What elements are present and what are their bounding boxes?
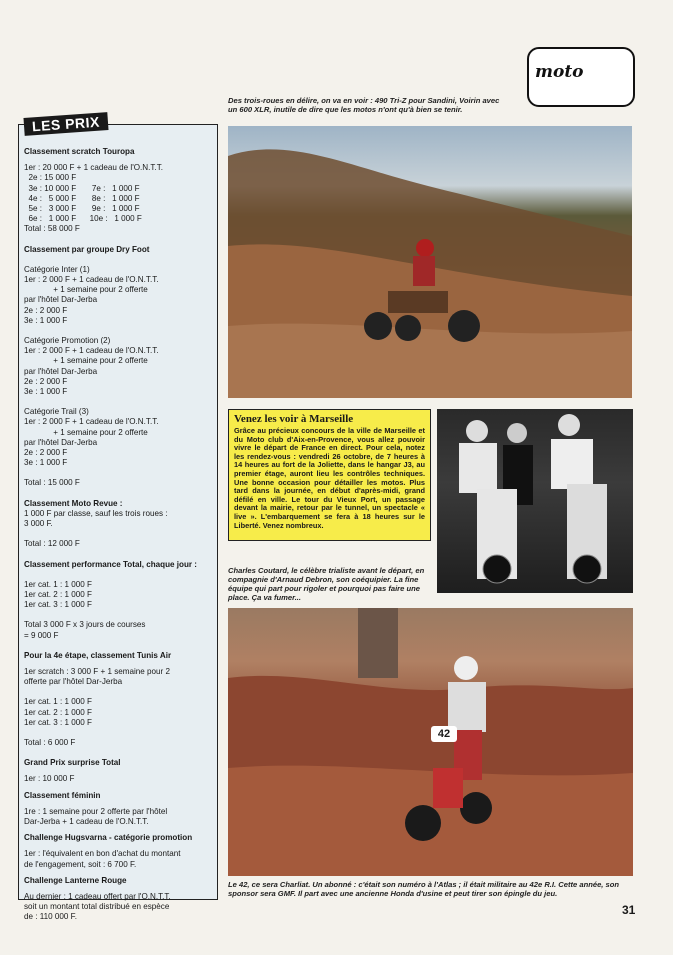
prizes-gap	[24, 235, 211, 245]
prizes-line: 3 000 F.	[24, 519, 53, 529]
prizes-gap	[24, 748, 211, 758]
prizes-line: 1er cat. 2 : 1 000 F	[24, 589, 92, 599]
prizes-heading: Classement Moto Revue :	[24, 498, 123, 508]
prizes-gap	[24, 529, 211, 539]
prizes-line: 1er scratch : 3 000 F + 1 semaine pour 2	[24, 666, 170, 676]
prizes-line: Catégorie Trail (3)	[24, 407, 89, 417]
prizes-line: + 1 semaine pour 2 offerte	[24, 356, 148, 366]
prizes-line: Total 3 000 F x 3 jours de courses	[24, 620, 146, 630]
photo-three-wheeler	[228, 126, 632, 398]
prizes-heading: Classement scratch Touropa	[24, 147, 135, 156]
prizes-line: 1er : 20 000 F + 1 cadeau de l'O.N.T.T.	[24, 163, 163, 173]
prizes-line: Catégorie Inter (1)	[24, 264, 90, 274]
prizes-line: + 1 semaine pour 2 offerte	[24, 427, 148, 437]
prizes-line: Au dernier : 1 cadeau offert par l'O.N.T.T.	[24, 891, 171, 901]
prizes-gap	[24, 397, 211, 407]
prizes-line: + 1 semaine pour 2 offerte	[24, 285, 148, 295]
prizes-line: = 9 000 F	[24, 630, 59, 640]
prizes-heading: Grand Prix surprise Total	[24, 758, 121, 768]
photo-riders	[437, 409, 633, 593]
prizes-line: 2e : 15 000 F	[24, 173, 77, 183]
prizes-heading: Challenge Lanterne Rouge	[24, 875, 127, 885]
prizes-heading: Classement féminin	[24, 790, 101, 800]
prizes-gap	[24, 687, 211, 697]
prizes-gap	[24, 550, 211, 560]
logo-text: moto	[535, 62, 584, 82]
prizes-line: par l'hôtel Dar-Jerba	[24, 295, 98, 305]
caption-mid: Charles Coutard, le célèbre trialiste avant le départ, en compagnie d'Arnaud Debron, son coéquipier. La fine équipe qui part pour rigoler et pourquoi pas faire une place. Ça va fumer...	[228, 566, 425, 602]
prizes-gap	[24, 468, 211, 478]
prizes-gap	[24, 641, 211, 651]
prizes-gap	[24, 255, 211, 265]
prizes-badge: LES PRIX	[23, 112, 108, 136]
prizes-gap	[24, 489, 211, 499]
prizes-gap	[24, 610, 211, 620]
prizes-line: 1er cat. 2 : 1 000 F	[24, 707, 92, 717]
prizes-gap	[24, 570, 211, 580]
prizes-line: par l'hôtel Dar-Jerba	[24, 437, 98, 447]
venez-box	[228, 409, 431, 541]
prizes-line: 1er : 2 000 F + 1 cadeau de l'O.N.T.T.	[24, 275, 159, 285]
prizes-line: 2e : 2 000 F	[24, 376, 68, 386]
prizes-heading: Classement performance Total, chaque jour :	[24, 559, 198, 569]
page-number: 31	[622, 903, 636, 917]
prizes-line: 2e : 2 000 F	[24, 448, 68, 458]
prizes-line: 1er cat. 3 : 1 000 F	[24, 717, 92, 727]
prizes-heading: Classement par groupe Dry Foot	[24, 244, 150, 254]
prizes-line: 5e : 3 000 F 9e : 1 000 F	[24, 204, 140, 214]
prizes-line: Dar-Jerba + 1 cadeau de l'O.N.T.T.	[24, 816, 149, 826]
prizes-line: 3e : 1 000 F	[24, 458, 68, 468]
venez-title: Venez les voir à Marseille	[234, 413, 354, 425]
prizes-line: 4e : 5 000 F 8e : 1 000 F	[24, 193, 140, 203]
prizes-line: 1re : 1 semaine pour 2 offerte par l'hôtel	[24, 806, 168, 816]
prizes-line: 1er : 10 000 F	[24, 774, 75, 784]
prizes-line: 6e : 1 000 F 10e : 1 000 F	[24, 214, 142, 224]
race-plate-42: 42	[431, 726, 457, 742]
prizes-line: par l'hôtel Dar-Jerba	[24, 366, 98, 376]
caption-top: Des trois-roues en délire, on va en voir : 490 Tri-Z pour Sandini, Voirin avec un 600 XLR, inutile de dire que les motos n'ont qu'à bien se tenir.	[228, 96, 500, 114]
prizes-gap	[24, 326, 211, 336]
venez-body: Grâce au précieux concours de la ville de Marseille et du Moto club d'Aix-en-Provence, vous allez pouvoir vivre le départ de France en direct. Pour cela, notez les rendez-vous : vendredi 26 octobre, de 7 heures à 14 heures au fort de la Joliette, dans le hangar J3, au premier étage, auront lieu les contrôles techniques. Une bonne occasion pour détailler les motos. Plus tard dans la journée, en début d'après-midi, grand défilé en ville. Le tour du Vieux Port, un passage devant la mairie, retour par le tunnel, un spectacle « live ». L'embarquement se fera à 18 heures sur le Liberté. Venez nombreux.	[234, 426, 425, 530]
caption-bottom: Le 42, ce sera Charliat. Un abonné : c'était son numéro à l'Atlas ; il était militaire au 42e R.I. Cette année, son sponsor sera GMF. Il part avec une ancienne Honda d'usine et peut tirer son épingle du jeu.	[228, 880, 620, 898]
prizes-line: 1er cat. 1 : 1 000 F	[24, 579, 92, 589]
prizes-line: Total : 58 000 F	[24, 224, 80, 234]
prizes-line: 2e : 2 000 F	[24, 305, 68, 315]
prizes-line: Catégorie Promotion (2)	[24, 336, 111, 346]
photo-rider-42	[228, 608, 633, 876]
prizes-line: 3e : 1 000 F	[24, 387, 68, 397]
prizes-line: 1er cat. 3 : 1 000 F	[24, 600, 92, 610]
prizes-line: Total : 6 000 F	[24, 737, 76, 747]
prizes-line: de : 110 000 F.	[24, 912, 77, 922]
prizes-heading: Pour la 4e étape, classement Tunis Air	[24, 650, 172, 660]
prizes-heading: Challenge Hugsvarna - catégorie promotion	[24, 833, 193, 843]
prizes-gap	[24, 728, 211, 738]
prizes-line: offerte par l'hôtel Dar-Jerba	[24, 677, 123, 687]
prizes-line: 1er : l'équivalent en bon d'achat du montant	[24, 849, 181, 859]
prizes-line: 1 000 F par classe, sauf les trois roues :	[24, 508, 168, 518]
prizes-line: 3e : 10 000 F 7e : 1 000 F	[24, 183, 140, 193]
prizes-line: Total : 15 000 F	[24, 478, 80, 488]
prizes-line: de l'engagement, soit : 6 700 F.	[24, 859, 137, 869]
prizes-line: 3e : 1 000 F	[24, 315, 68, 325]
prizes-line: 1er cat. 1 : 1 000 F	[24, 697, 92, 707]
prizes-line: Total : 12 000 F	[24, 539, 80, 549]
prizes-line: 1er : 2 000 F + 1 cadeau de l'O.N.T.T.	[24, 417, 159, 427]
prizes-box	[18, 124, 218, 922]
prizes-line: 1er : 2 000 F + 1 cadeau de l'O.N.T.T.	[24, 346, 159, 356]
prizes-line: soit un montant total distribué en espèce	[24, 902, 170, 912]
